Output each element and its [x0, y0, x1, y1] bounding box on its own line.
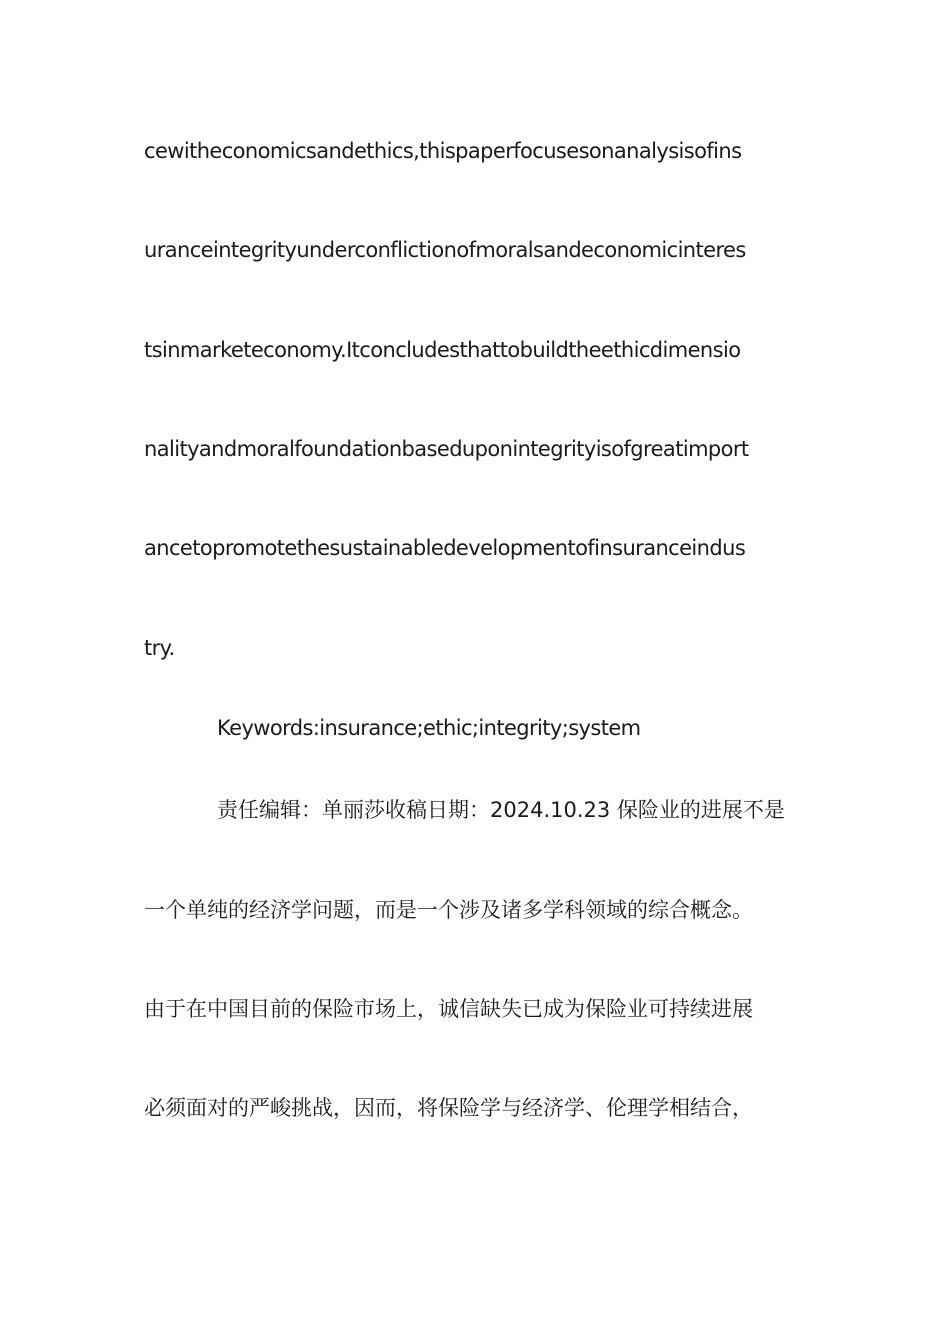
abstract-line-3: tsinmarketeconomy.Itconcludesthattobuildtheethicdimensio [144, 338, 741, 362]
body-line-3: 由于在中国目前的保险市场上，诚信缺失已成为保险业可持续进展 [144, 997, 753, 1021]
body-line-4: 必须面对的严峻挑战，因而，将保险学与经济学、伦理学相结合， [144, 1096, 753, 1120]
abstract-line-6: try. [144, 636, 175, 660]
keywords-line: Keywords:insurance;ethic;integrity;system [217, 716, 641, 740]
abstract-line-5: ancetopromotethesustainabledevelopmentofinsuranceindus [144, 536, 746, 560]
body-line-1: 责任编辑：单丽莎收稿日期：2024.10.23 保险业的进展不是 [217, 798, 785, 822]
abstract-line-2: uranceintegrityunderconflictionofmoralsandeconomicinteres [144, 238, 746, 262]
body-line-2: 一个单纯的经济学问题，而是一个涉及诸多学科领域的综合概念。 [144, 898, 753, 922]
abstract-line-1: cewitheconomicsandethics,thispaperfocusesonanalysisofins [144, 139, 742, 163]
abstract-line-4: nalityandmoralfoundationbaseduponintegrityisofgreatimport [144, 437, 749, 461]
